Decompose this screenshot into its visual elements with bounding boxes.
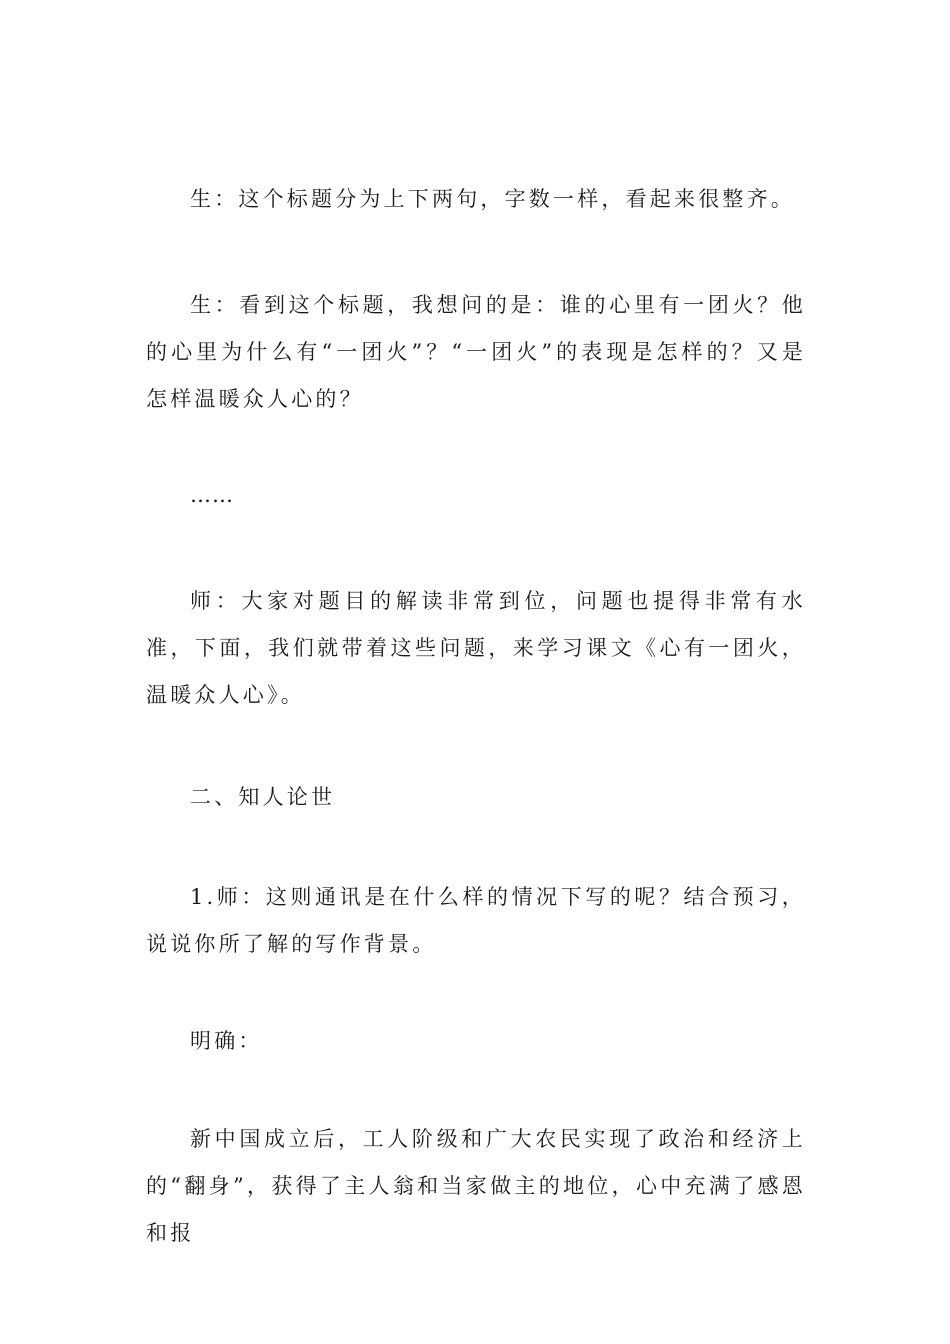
paragraph-student-answer-2: 生：看到这个标题，我想问的是：谁的心里有一团火？他的心里为什么有“一团火”？“一团火”的表现是怎样的？又是怎样温暖众人心的？ — [146, 293, 806, 411]
paragraph-teacher-question: 1.师：这则通讯是在什么样的情况下写的呢？结合预习，说说你所了解的写作背景。 — [146, 885, 806, 956]
section-heading: 二、知人论世 — [190, 785, 336, 809]
paragraph-clarify-label: 明确： — [190, 1029, 263, 1053]
paragraph-ellipsis: …… — [190, 483, 234, 507]
paragraph-background: 新中国成立后，工人阶级和广大农民实现了政治和经济上的“翻身”，获得了主人翁和当家做主的地位，心中充满了感恩和报 — [146, 1127, 806, 1245]
paragraph-student-answer-1: 生：这个标题分为上下两句，字数一样，看起来很整齐。 — [190, 187, 795, 211]
paragraph-teacher-remark: 师：大家对题目的解读非常到位，问题也提得非常有水准，下面，我们就带着这些问题，来学习课文《心有一团火，温暖众人心》。 — [146, 589, 806, 707]
